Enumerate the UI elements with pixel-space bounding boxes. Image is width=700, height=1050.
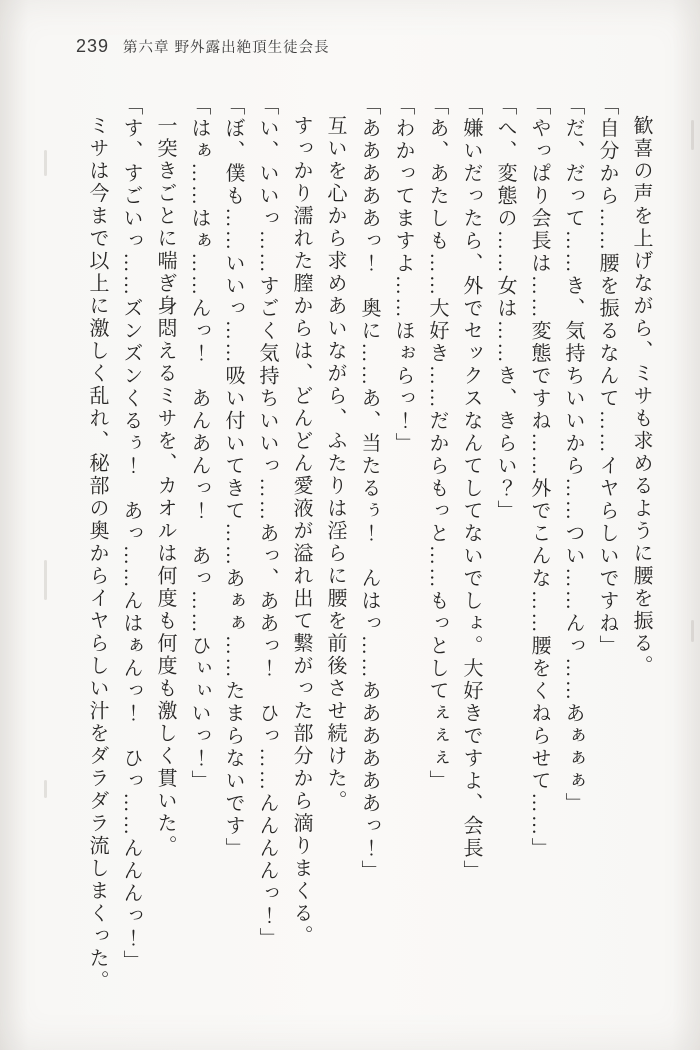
text-column: 「す、すごいっ……ズンズンくるぅ！ あっ……んはぁんっ！ ひっ……んんんっ！」 [120, 95, 142, 973]
text-column: 「はぁ……はぁ……んっ！ あんあんっ！ あっ……ひぃぃいっ！」 [188, 95, 210, 793]
running-head [76, 36, 330, 57]
text-column: 「やっぱり会長は……変態ですね……外でこんな……腰をくねらせて……」 [528, 95, 550, 860]
text-column: 「わかってますよ……ほぉらっ！」 [392, 95, 414, 455]
chapter-title: 第六章 野外露出絶頂生徒会長 [123, 40, 330, 56]
text-column: 「あああああっ！ 奥に……あ、当たるぅ！ んはっ……ああああああっ！」 [358, 95, 380, 883]
scan-artifact [691, 120, 694, 150]
scan-artifact [44, 150, 47, 176]
text-column: 「嫌いだったら、外でセックスなんてしてないでしょ。大好きですよ、会長」 [460, 95, 482, 883]
text-column: 「へ、変態の……女は……き、きらい？」 [494, 95, 516, 523]
scan-artifact [44, 780, 47, 798]
text-column: 一突きごとに喘ぎ身悶えるミサを、カオルは何度も何度も激しく貫いた。 [154, 115, 176, 858]
text-column: 「自分から……腰を振るなんて……イヤらしいですね」 [596, 95, 618, 658]
text-column: 互いを心から求めあいながら、ふたりは淫らに腰を前後させ続けた。 [324, 115, 346, 813]
text-column: 「ぼ、僕も……いいっ……吸い付いてきて……あぁぁ……たまらないです」 [222, 95, 244, 860]
text-column: 「あ、あたしも……大好き……だからもっと……もっとしてぇぇぇ」 [426, 95, 448, 793]
text-column: すっかり濡れた膣からは、どんどん愛液が溢れ出て繋がった部分から滴りまくる。 [290, 115, 312, 948]
text-column: ミサは今まで以上に激しく乱れ、秘部の奥からイヤらしい汁をダラダラ流しまくった。 [86, 115, 108, 993]
page-number: 239 [76, 36, 110, 56]
scan-artifact [691, 620, 694, 642]
text-column: 「だ、だって……き、気持ちいいから……つい……んっ……あぁぁぁ」 [562, 95, 584, 815]
page-text [58, 95, 658, 1025]
scan-artifact [44, 560, 47, 600]
text-column: 歓喜の声を上げながら、ミサも求めるように腰を振る。 [630, 115, 652, 678]
text-column: 「い、いいっ……すごく気持ちいいっ……あっ、ああっ！ ひっ……んんんんっ！」 [256, 95, 278, 950]
